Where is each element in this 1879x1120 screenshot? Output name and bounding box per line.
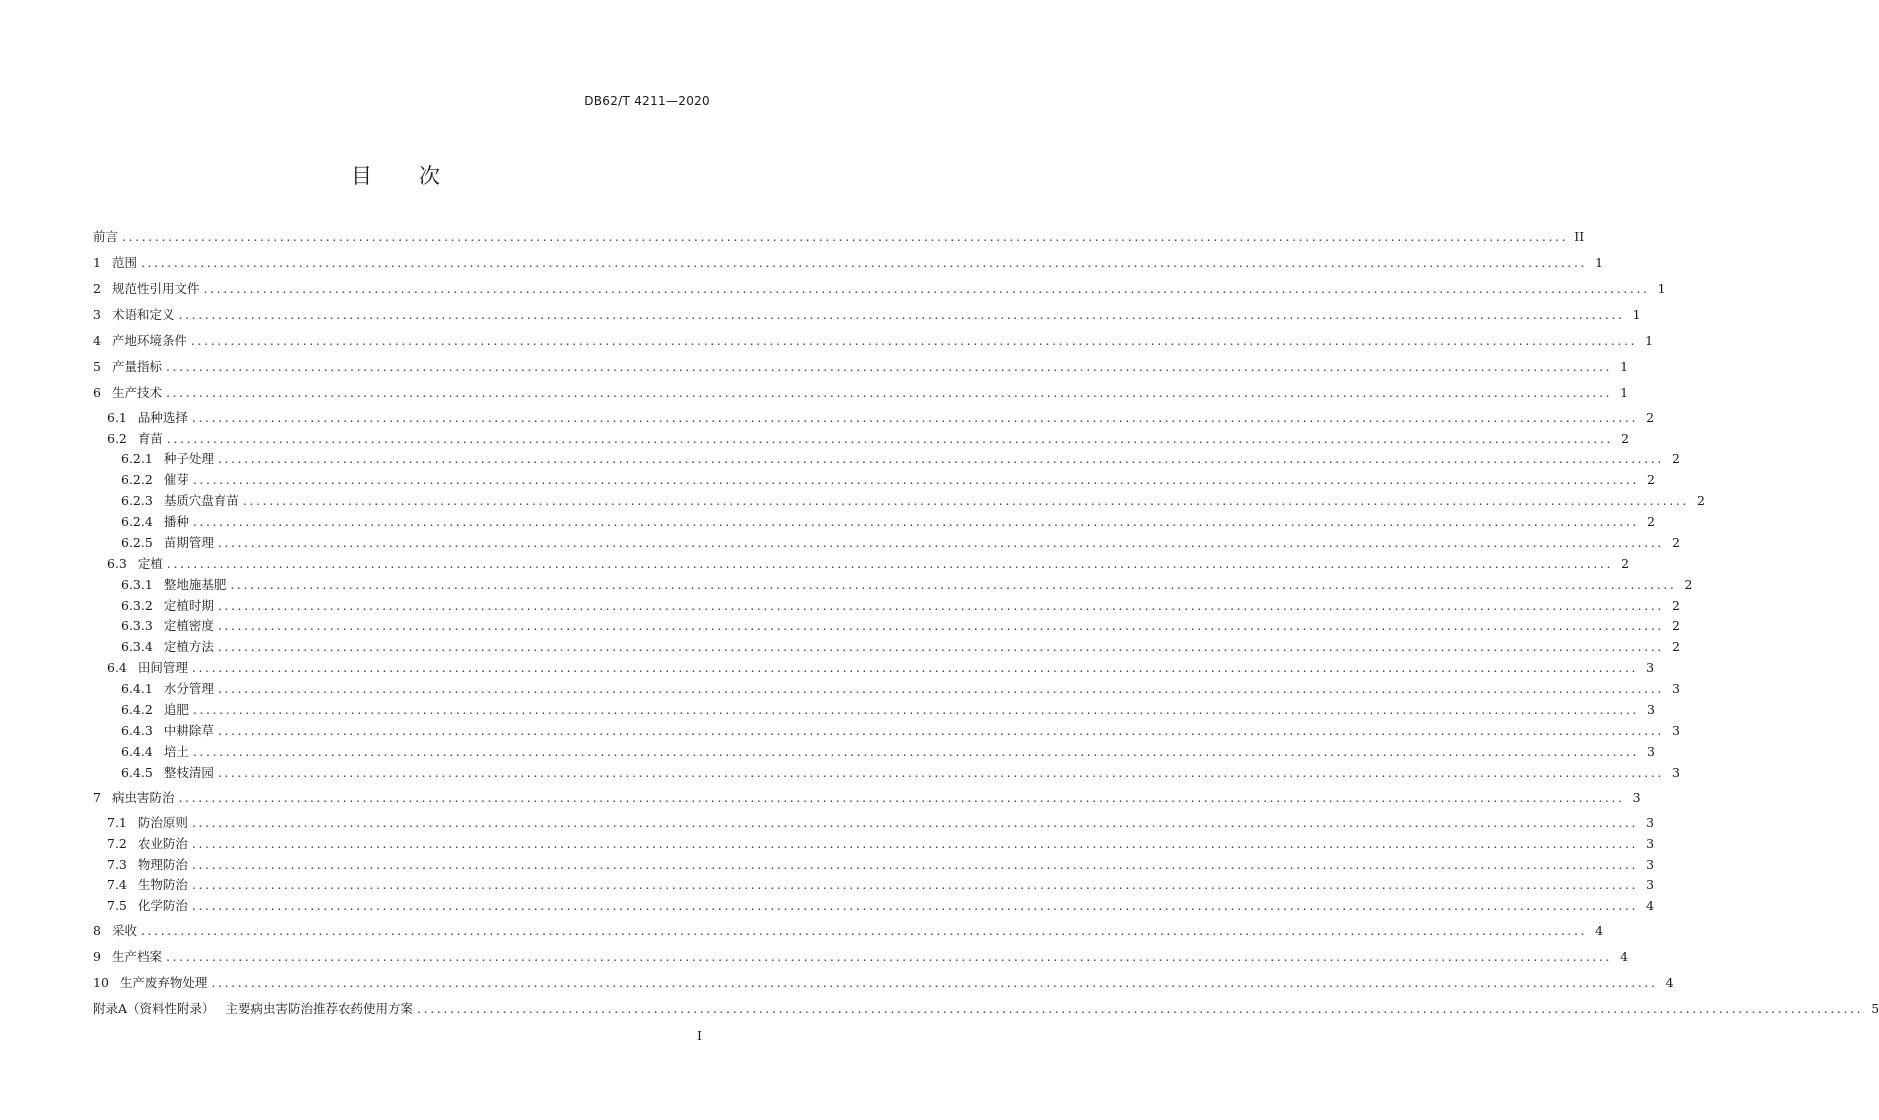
- toc-entry-number: 6.2.5: [121, 535, 153, 550]
- toc-entry-number: 6.2.1: [121, 451, 153, 466]
- page-number: I: [697, 1028, 702, 1043]
- toc-entry-page: 2: [1621, 431, 1630, 446]
- toc-entry-label: 定植方法: [163, 639, 214, 654]
- toc-entry[interactable]: [121, 722, 1680, 740]
- toc-leader-dots: ............................................................................................................................................................................................................................: [217, 723, 1664, 738]
- toc-entry-label: 苗期管理: [163, 535, 214, 550]
- toc-entry-label: 种子处理: [163, 451, 214, 466]
- toc-leader-dots: ............................................................................................................................................................................................................................: [190, 333, 1638, 348]
- toc-entry-page: 4: [1665, 975, 1674, 990]
- toc-entry-label: 整枝清园: [163, 765, 214, 780]
- toc-entry[interactable]: [107, 876, 1655, 894]
- toc-entry[interactable]: [93, 789, 1641, 807]
- toc-entry-page: 5: [1871, 1001, 1879, 1016]
- toc-entry-page: 3: [1647, 744, 1655, 759]
- toc-entry-label: 主要病虫害防治推荐农药使用方案: [225, 1001, 414, 1016]
- toc-entry[interactable]: [121, 680, 1680, 698]
- toc-entry-page: 1: [1632, 307, 1641, 322]
- toc-entry-number: 6.4.3: [121, 723, 153, 738]
- toc-entry-label: 采收: [111, 923, 137, 938]
- toc-leader-dots: ............................................................................................................................................................................................................................: [191, 857, 1639, 872]
- toc-leader-dots: ............................................................................................................................................................................................................................: [217, 681, 1664, 696]
- toc-entry-page: 2: [1672, 451, 1680, 466]
- toc-entry[interactable]: [93, 254, 1604, 272]
- toc-leader-dots: ............................................................................................................................................................................................................................: [217, 618, 1664, 633]
- toc-entry[interactable]: [121, 471, 1655, 489]
- toc-entry[interactable]: [121, 492, 1705, 510]
- toc-entry-number: 6.4: [107, 660, 127, 675]
- toc-entry-number: 6.4.2: [121, 702, 153, 717]
- toc-entry-page: 3: [1647, 702, 1655, 717]
- toc-entry-number: 6.2.2: [121, 472, 153, 487]
- toc-entry-page: 4: [1595, 923, 1604, 938]
- toc-entry-page: 2: [1684, 577, 1693, 592]
- toc-leader-dots: ............................................................................................................................................................................................................................: [192, 514, 1639, 529]
- toc-entry-label: 播种: [163, 514, 189, 529]
- toc-entry[interactable]: [121, 513, 1655, 531]
- toc-entry-label: 追肥: [163, 702, 189, 717]
- toc-entry[interactable]: [93, 332, 1654, 350]
- toc-entry-page: 3: [1646, 815, 1655, 830]
- toc-leader-dots: ............................................................................................................................................................................................................................: [242, 493, 1689, 508]
- toc-entry[interactable]: [93, 306, 1641, 324]
- toc-entry-label: 生产档案: [111, 949, 162, 964]
- toc-entry-number: 9: [93, 949, 101, 964]
- toc-entry-label: 物理防治: [137, 857, 188, 872]
- toc-leader-dots: ............................................................................................................................................................................................................................: [191, 410, 1639, 425]
- toc-entry-page: 3: [1646, 660, 1655, 675]
- toc-entry-page: 2: [1672, 618, 1680, 633]
- toc-entry-page: 2: [1672, 598, 1680, 613]
- toc-entry-page: 2: [1646, 410, 1655, 425]
- toc-leader-dots: ............................................................................................................................................................................................................................: [217, 451, 1664, 466]
- toc-entry-page: 1: [1595, 255, 1604, 270]
- toc-leader-dots: ............................................................................................................................................................................................................................: [122, 229, 1569, 244]
- toc-entry[interactable]: [121, 597, 1680, 615]
- toc-entry-number: 6.3.2: [121, 598, 153, 613]
- toc-entry-number: 1: [93, 255, 101, 270]
- toc-leader-dots: ............................................................................................................................................................................................................................: [217, 598, 1664, 613]
- toc-entry-label: 基质穴盘育苗: [163, 493, 239, 508]
- toc-entry-number: 7: [93, 790, 101, 805]
- toc-entry-number: 6: [93, 385, 101, 400]
- toc-leader-dots: ............................................................................................................................................................................................................................: [166, 556, 1614, 571]
- toc-leader-dots: ............................................................................................................................................................................................................................: [230, 577, 1677, 592]
- toc-leader-dots: ............................................................................................................................................................................................................................: [166, 431, 1614, 446]
- toc-entry-number: 7.2: [107, 836, 127, 851]
- toc-entry-page: 2: [1621, 556, 1630, 571]
- toc-entry-label: 病虫害防治: [111, 790, 175, 805]
- toc-entry[interactable]: [107, 659, 1655, 677]
- toc-entry-number: 2: [93, 281, 101, 296]
- toc-entry-number: 6.4.1: [121, 681, 153, 696]
- toc-entry-page: 3: [1672, 723, 1680, 738]
- toc-leader-dots: ............................................................................................................................................................................................................................: [217, 535, 1664, 550]
- toc-entry-number: 6.3.4: [121, 639, 153, 654]
- toc-entry-number: 6.2.4: [121, 514, 153, 529]
- toc-entry[interactable]: [93, 974, 1674, 992]
- toc-entry-number: 6.3.3: [121, 618, 153, 633]
- toc-entry-number: 6.2.3: [121, 493, 153, 508]
- toc-entry-label: 术语和定义: [111, 307, 175, 322]
- toc-entry[interactable]: [107, 430, 1630, 448]
- toc-entry-label: 产地环境条件: [111, 333, 187, 348]
- toc-entry[interactable]: [93, 228, 1585, 246]
- toc-leader-dots: ............................................................................................................................................................................................................................: [417, 1001, 1864, 1016]
- toc-entry-label: 生物防治: [137, 877, 188, 892]
- toc-entry-page: 3: [1672, 681, 1680, 696]
- toc-entry-page: 4: [1646, 898, 1655, 913]
- toc-leader-dots: ............................................................................................................................................................................................................................: [217, 639, 1664, 654]
- toc-entry[interactable]: [121, 450, 1680, 468]
- toc-entry-label: 生产废弃物处理: [119, 975, 208, 990]
- toc-entry-page: 3: [1672, 765, 1680, 780]
- toc-entry[interactable]: [121, 576, 1693, 594]
- toc-entry-label: 前言: [93, 229, 119, 244]
- toc-entry-label: 防治原则: [137, 815, 188, 830]
- toc-entry-page: 1: [1657, 281, 1666, 296]
- toc-entry-label: 整地施基肥: [163, 577, 227, 592]
- toc-entry-label: 定植时期: [163, 598, 214, 613]
- toc-entry-number: 7.1: [107, 815, 127, 830]
- toc-entry-label: 培土: [163, 744, 189, 759]
- toc-entry-label: 农业防治: [137, 836, 188, 851]
- toc-entry-page: 3: [1646, 836, 1655, 851]
- toc-entry[interactable]: [107, 835, 1655, 853]
- toc-leader-dots: ............................................................................................................................................................................................................................: [191, 898, 1639, 913]
- toc-leader-dots: ............................................................................................................................................................................................................................: [191, 660, 1639, 675]
- toc-entry[interactable]: [121, 617, 1680, 635]
- toc-entry[interactable]: [121, 764, 1680, 782]
- toc-entry-number: 3: [93, 307, 101, 322]
- toc-entry-label: 田间管理: [137, 660, 188, 675]
- toc-leader-dots: ............................................................................................................................................................................................................................: [140, 923, 1588, 938]
- toc-leader-dots: ............................................................................................................................................................................................................................: [191, 877, 1639, 892]
- toc-entry[interactable]: [93, 922, 1604, 940]
- toc-entry[interactable]: [107, 856, 1655, 874]
- toc-leader-dots: ............................................................................................................................................................................................................................: [165, 359, 1613, 374]
- toc-entry[interactable]: [93, 1000, 1879, 1018]
- toc-entry-page: II: [1574, 229, 1585, 244]
- toc-entry-page: 1: [1620, 359, 1629, 374]
- toc-entry-label: 品种选择: [137, 410, 188, 425]
- toc-entry-number: 6.3.1: [121, 577, 153, 592]
- toc-leader-dots: ............................................................................................................................................................................................................................: [192, 472, 1639, 487]
- toc-entry[interactable]: [107, 814, 1655, 832]
- toc-entry-number: 7.5: [107, 898, 127, 913]
- toc-entry[interactable]: [121, 743, 1655, 761]
- toc-entry-page: 3: [1646, 857, 1655, 872]
- toc-entry-page: 3: [1646, 877, 1655, 892]
- toc-leader-dots: ............................................................................................................................................................................................................................: [191, 815, 1639, 830]
- toc-entry-page: 2: [1697, 493, 1705, 508]
- toc-entry[interactable]: [121, 534, 1680, 552]
- toc-entry-number: 5: [93, 359, 101, 374]
- toc-entry-number: 8: [93, 923, 101, 938]
- toc-entry-number: 10: [93, 975, 109, 990]
- toc-entry[interactable]: [93, 948, 1629, 966]
- toc-entry[interactable]: [107, 409, 1655, 427]
- toc-leader-dots: ............................................................................................................................................................................................................................: [211, 975, 1658, 990]
- toc-entry-label: 规范性引用文件: [111, 281, 200, 296]
- toc-entry-label: 生产技术: [111, 385, 162, 400]
- toc-entry[interactable]: [93, 384, 1629, 402]
- toc-entry-number: 6.4.5: [121, 765, 153, 780]
- toc-entry-number: 6.4.4: [121, 744, 153, 759]
- toc-leader-dots: ............................................................................................................................................................................................................................: [165, 385, 1613, 400]
- toc-leader-dots: ............................................................................................................................................................................................................................: [191, 836, 1639, 851]
- toc-entry-label: 化学防治: [137, 898, 188, 913]
- toc-entry-number: 7.4: [107, 877, 127, 892]
- toc-entry[interactable]: [93, 358, 1629, 376]
- toc-entry-page: 2: [1647, 514, 1655, 529]
- toc-entry[interactable]: [107, 555, 1630, 573]
- toc-entry[interactable]: [121, 701, 1655, 719]
- toc-leader-dots: ............................................................................................................................................................................................................................: [217, 765, 1664, 780]
- toc-entry-number: 7.3: [107, 857, 127, 872]
- toc-entry-number: 附录A（资料性附录）: [93, 1001, 215, 1016]
- toc-entry-label: 定植: [137, 556, 163, 571]
- toc-entry-number: 6.3: [107, 556, 127, 571]
- toc-entry[interactable]: [93, 280, 1666, 298]
- toc-leader-dots: ............................................................................................................................................................................................................................: [178, 790, 1625, 805]
- toc-title-right: 次: [419, 164, 441, 188]
- toc-entry[interactable]: [107, 897, 1655, 915]
- toc-entry-page: 2: [1672, 535, 1680, 550]
- toc-leader-dots: ............................................................................................................................................................................................................................: [192, 744, 1639, 759]
- toc-entry-label: 范围: [111, 255, 137, 270]
- toc-entry-page: 4: [1620, 949, 1629, 964]
- toc-entry[interactable]: [121, 638, 1680, 656]
- toc-entry-page: 1: [1620, 385, 1629, 400]
- toc-entry-number: 6.2: [107, 431, 127, 446]
- toc-entry-label: 产量指标: [111, 359, 162, 374]
- toc-entry-page: 1: [1645, 333, 1654, 348]
- toc-entry-label: 定植密度: [163, 618, 214, 633]
- toc-entry-label: 育苗: [137, 431, 163, 446]
- toc-leader-dots: ............................................................................................................................................................................................................................: [140, 255, 1588, 270]
- toc-leader-dots: ............................................................................................................................................................................................................................: [165, 949, 1613, 964]
- toc-entry-number: 4: [93, 333, 101, 348]
- toc-entry-label: 水分管理: [163, 681, 214, 696]
- toc-entry-label: 中耕除草: [163, 723, 214, 738]
- toc-entry-page: 3: [1632, 790, 1641, 805]
- toc-entry-number: 6.1: [107, 410, 127, 425]
- toc-entry-page: 2: [1647, 472, 1655, 487]
- toc-leader-dots: ............................................................................................................................................................................................................................: [178, 307, 1625, 322]
- toc-entry-label: 催芽: [163, 472, 189, 487]
- toc-title-left: 目: [351, 164, 373, 188]
- toc-entry-page: 2: [1672, 639, 1680, 654]
- toc-leader-dots: ............................................................................................................................................................................................................................: [203, 281, 1650, 296]
- toc-leader-dots: ............................................................................................................................................................................................................................: [192, 702, 1639, 717]
- document-code: DB62/T 4211—2020: [584, 94, 710, 108]
